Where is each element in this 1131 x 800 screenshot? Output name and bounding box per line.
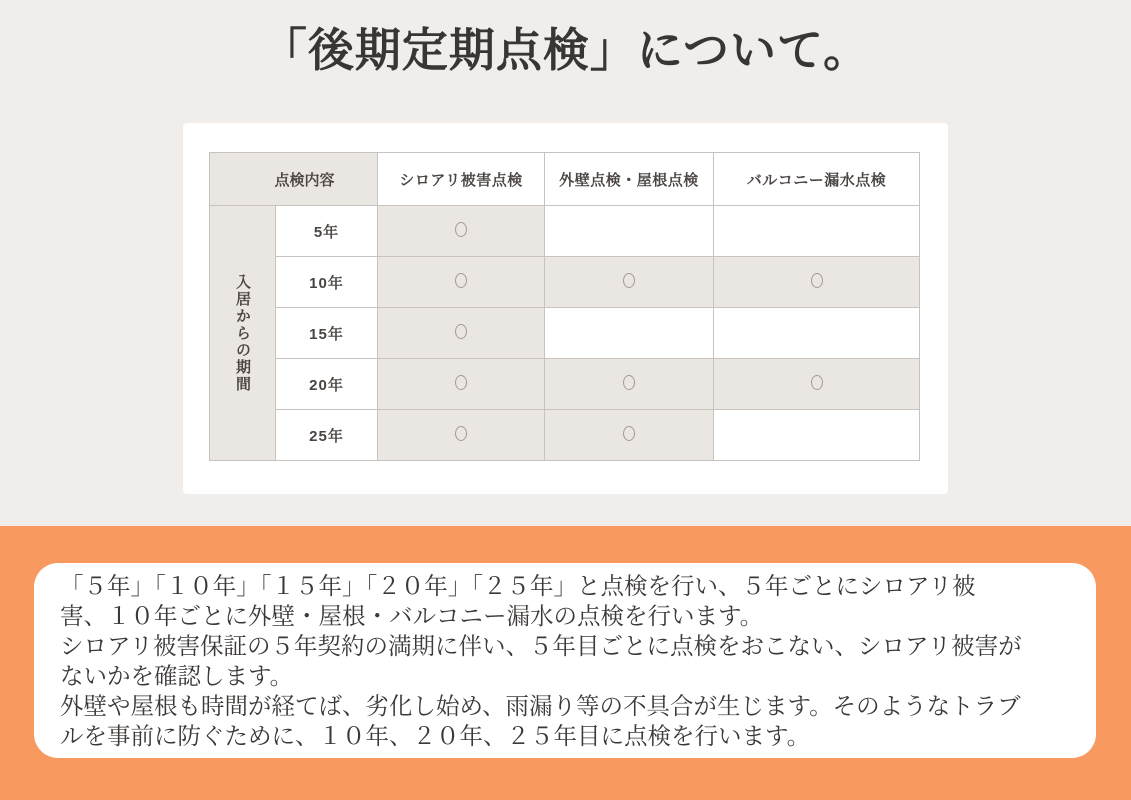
note-line: ないかを確認します。 — [60, 663, 294, 689]
table-row-15年 — [210, 308, 920, 359]
year-cell: 10年 — [276, 257, 378, 308]
mark-cell-empty — [714, 308, 920, 359]
note-line: 害、１０年ごとに外壁・屋根・バルコニー漏水の点検を行います。 — [60, 603, 764, 629]
circle-mark-icon — [811, 273, 823, 288]
table-row-5年 — [210, 206, 920, 257]
circle-mark-icon — [623, 375, 635, 390]
mark-cell-checked — [714, 257, 920, 308]
table-row-25年 — [210, 410, 920, 461]
table-body — [210, 206, 920, 461]
page-title: 「後期定期点検」について。 — [260, 24, 871, 76]
mark-cell-checked — [378, 257, 545, 308]
table-row-10年 — [210, 257, 920, 308]
table-row-20年 — [210, 359, 920, 410]
note-line: 外壁や屋根も時間が経てば、劣化し始め、雨漏り等の不具合が生じます。そのようなトラブ — [60, 693, 1021, 719]
table-card — [183, 123, 948, 494]
circle-mark-icon — [455, 222, 467, 237]
header-cell-inspection-1: 外壁点検・屋根点検 — [545, 153, 714, 206]
header-cell-content: 点検内容 — [210, 153, 378, 206]
inspection-schedule-table — [209, 152, 920, 461]
mark-cell-checked — [545, 410, 714, 461]
note-line: 「５年」「１０年」「１５年」「２０年」「２５年」と点検を行い、５年ごとにシロアリ被 — [60, 573, 976, 599]
circle-mark-icon — [455, 426, 467, 441]
mark-cell-checked — [714, 359, 920, 410]
table-header — [210, 153, 920, 206]
circle-mark-icon — [811, 375, 823, 390]
mark-cell-empty — [545, 308, 714, 359]
note-box — [34, 563, 1096, 758]
page-header — [0, 0, 1131, 80]
header-row — [210, 153, 920, 206]
circle-mark-icon — [455, 324, 467, 339]
mark-cell-checked — [545, 359, 714, 410]
year-cell: 15年 — [276, 308, 378, 359]
row-group-label: 入居からの期間 — [210, 206, 276, 461]
note-line: シロアリ被害保証の５年契約の満期に伴い、５年目ごとに点検をおこない、シロアリ被害が — [60, 633, 1022, 659]
mark-cell-checked — [378, 206, 545, 257]
mark-cell-checked — [545, 257, 714, 308]
mark-cell-empty — [714, 410, 920, 461]
circle-mark-icon — [623, 426, 635, 441]
mark-cell-checked — [378, 308, 545, 359]
year-cell: 5年 — [276, 206, 378, 257]
year-cell: 20年 — [276, 359, 378, 410]
note-line: ルを事前に防ぐために、１０年、２０年、２５年目に点検を行います。 — [60, 723, 811, 749]
mark-cell-checked — [378, 359, 545, 410]
header-cell-inspection-0: シロアリ被害点検 — [378, 153, 545, 206]
mark-cell-empty — [714, 206, 920, 257]
year-cell: 25年 — [276, 410, 378, 461]
circle-mark-icon — [455, 273, 467, 288]
mark-cell-checked — [378, 410, 545, 461]
circle-mark-icon — [623, 273, 635, 288]
mark-cell-empty — [545, 206, 714, 257]
bottom-band — [0, 526, 1131, 800]
header-cell-inspection-2: バルコニー漏水点検 — [714, 153, 920, 206]
circle-mark-icon — [455, 375, 467, 390]
